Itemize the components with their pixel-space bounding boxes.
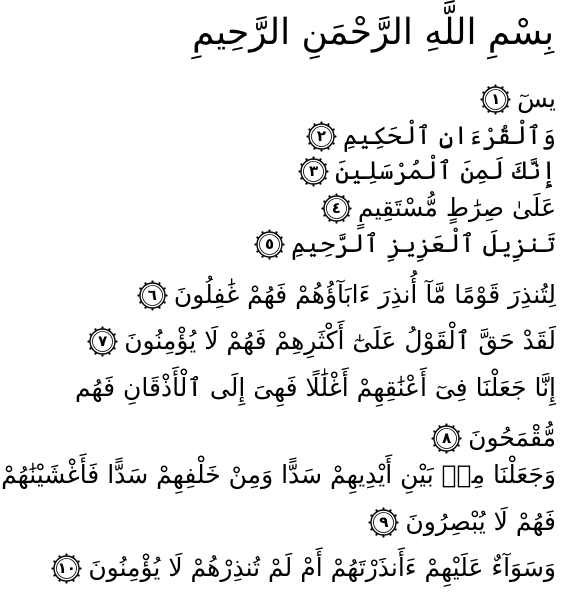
ornament-dot — [335, 193, 337, 195]
ornament-dot — [325, 177, 327, 179]
ornament-dot — [458, 444, 460, 446]
ornament-dot — [300, 163, 302, 165]
verse-line — [431, 419, 556, 457]
ornament-dot — [319, 182, 321, 184]
ornament-dot — [66, 581, 68, 583]
ornament-dot — [507, 91, 509, 93]
ornament-dot — [151, 280, 153, 282]
ornament-dot — [281, 250, 283, 252]
verse-number: ٢ — [316, 126, 327, 145]
ornament-dot — [308, 128, 310, 130]
verse-number-marker — [321, 193, 352, 224]
ornament-dot — [59, 579, 61, 581]
verse-number-marker — [254, 229, 285, 260]
ornament-dot — [312, 184, 314, 186]
verse-number-marker — [368, 507, 399, 538]
ornament-dot — [256, 236, 258, 238]
ornament-dot — [509, 98, 511, 100]
ornament-dot — [325, 163, 327, 165]
ornament-dot — [342, 219, 344, 221]
ornament-dot — [281, 236, 283, 238]
ornament-dot — [306, 135, 308, 137]
ornament-dot — [268, 229, 270, 231]
ornament-dot — [458, 430, 460, 432]
ornament-dot — [261, 231, 263, 233]
verse-number: ١٠ — [57, 558, 76, 577]
ornament-dot — [54, 574, 56, 576]
ornament-dot — [376, 533, 378, 535]
ornament-dot — [102, 354, 104, 356]
verse-text: وَسَوَآءٌ عَلَيْهِمْ ءَأَنذَرْتَهُمْ أَمْ لَمْ تُنذِرْهُمْ لَا يُؤْمِنُونَ — [88, 553, 556, 582]
ornament-dot — [482, 91, 484, 93]
verse-text: عَلَىٰ صِرَٰطٍ مُّسْتَقِيمٍ — [357, 193, 556, 222]
ornament-dot — [305, 182, 307, 184]
ornament-dot — [109, 328, 111, 330]
ornament-dot — [438, 449, 440, 451]
verse-text: مُّقْمَحُونَ — [468, 423, 556, 452]
verse-number-marker — [306, 121, 337, 152]
verse-line — [298, 152, 556, 190]
ornament-dot — [488, 86, 490, 88]
verse-line — [137, 276, 556, 314]
ornament-dot — [80, 567, 82, 569]
ornament-dot — [95, 328, 97, 330]
verse-number: ٦ — [147, 285, 157, 304]
verse-text: لِتُنذِرَ قَوْمًا مَّآ أُنذِرَ ءَابَآؤُهُمْ فَهُمْ غَٰفِلُونَ — [173, 280, 556, 309]
ornament-dot — [151, 308, 153, 310]
ornament-dot — [395, 528, 397, 530]
verse-number-marker — [137, 280, 168, 311]
verse-text: إِنَّكَ لَمِنَ ٱلْمُرْسَلِينَ — [335, 156, 556, 185]
ornament-dot — [334, 135, 336, 137]
ornament-dot — [431, 437, 433, 439]
ornament-dot — [327, 147, 329, 149]
ornament-dot — [308, 142, 310, 144]
verse-number: ١ — [491, 89, 501, 108]
verse-number-marker — [87, 326, 118, 357]
ornament-dot — [327, 123, 329, 125]
ornament-dot — [78, 560, 80, 562]
ornament-dot — [78, 574, 80, 576]
ornament-dot — [137, 294, 139, 296]
ornament-dot — [89, 347, 91, 349]
verse-text: يسٓ — [517, 84, 556, 113]
ornament-dot — [321, 207, 323, 209]
ornament-dot — [433, 430, 435, 432]
verse-text: تَنزِيلَ ٱلْعَزِيزِ ٱلرَّحِيمِ — [291, 229, 556, 258]
ornament-dot — [347, 200, 349, 202]
ornament-dot — [395, 514, 397, 516]
ornament-dot — [52, 567, 54, 569]
verse-number-marker — [480, 84, 511, 115]
ornament-dot — [383, 507, 385, 509]
ornament-dot — [349, 207, 351, 209]
ornament-dot — [300, 177, 302, 179]
ornament-dot — [319, 158, 321, 160]
verse-line — [306, 117, 556, 155]
ornament-dot — [383, 535, 385, 537]
verse-line — [51, 549, 556, 587]
ornament-dot — [459, 437, 461, 439]
ornament-dot — [438, 425, 440, 427]
verse-text: إِنَّا جَعَلْنَا فِىٓ أَعْنَٰقِهِمْ أَغْلَٰلًا فَهِىَ إِلَى ٱلْأَذْقَانِ فَهُم — [74, 373, 556, 402]
ornament-dot — [268, 257, 270, 259]
verse-number-marker — [298, 156, 329, 187]
ornament-dot — [305, 158, 307, 160]
ornament-dot — [371, 514, 373, 516]
ornament-dot — [66, 553, 68, 555]
ornament-dot — [282, 243, 284, 245]
verse-line — [1, 456, 556, 494]
ornament-dot — [165, 294, 167, 296]
ornament-dot — [433, 444, 435, 446]
ornament-dot — [59, 555, 61, 557]
ornament-dot — [369, 521, 371, 523]
verse-text: فَهُمْ لَا يُبْصِرُونَ — [405, 507, 556, 536]
ornament-dot — [326, 170, 328, 172]
ornament-dot — [495, 84, 497, 86]
verse-text: وَجَعَلْنَا مِنۢ بَيْنِ أَيْدِيهِمْ سَدًّا وَمِنْ خَلْفِهِمْ سَدًّا فَأَغْشَيْنَٰهُمْ — [1, 460, 556, 489]
verse-line — [75, 369, 556, 407]
verse-text: وَٱلْقُرْءَانِ ٱلْحَكِيمِ — [342, 121, 556, 150]
verse-number: ٨ — [442, 428, 452, 447]
ornament-dot — [390, 509, 392, 511]
ornament-dot — [261, 255, 263, 257]
ornament-dot — [320, 121, 322, 123]
ornament-dot — [89, 333, 91, 335]
ornament-dot — [88, 340, 90, 342]
ornament-dot — [323, 214, 325, 216]
ornament-dot — [481, 98, 483, 100]
ornament-dot — [445, 423, 447, 425]
verse-line — [321, 189, 556, 227]
ornament-dot — [158, 306, 160, 308]
ornament-dot — [95, 352, 97, 354]
ornament-dot — [507, 105, 509, 107]
verse-line — [368, 503, 556, 541]
ornament-dot — [163, 287, 165, 289]
ornament-dot — [335, 221, 337, 223]
ornament-dot — [144, 306, 146, 308]
ornament-dot — [495, 112, 497, 114]
ornament-dot — [332, 128, 334, 130]
ornament-dot — [275, 231, 277, 233]
ornament-dot — [139, 287, 141, 289]
basmala-heading: بِسْمِ اللَّهِ الرَّحْمَنِ الرَّحِيمِ — [192, 12, 554, 53]
verse-line — [87, 322, 556, 360]
verse-number-marker — [51, 553, 82, 584]
ornament-dot — [371, 528, 373, 530]
ornament-dot — [502, 110, 504, 112]
verse-number-marker — [431, 423, 462, 454]
ornament-dot — [54, 560, 56, 562]
ornament-dot — [313, 123, 315, 125]
ornament-dot — [323, 200, 325, 202]
ornament-dot — [144, 282, 146, 284]
ornament-dot — [73, 555, 75, 557]
ornament-dot — [256, 250, 258, 252]
ornament-dot — [452, 425, 454, 427]
ornament-dot — [114, 347, 116, 349]
ornament-dot — [313, 147, 315, 149]
ornament-dot — [502, 86, 504, 88]
ornament-dot — [376, 509, 378, 511]
ornament-dot — [452, 449, 454, 451]
ornament-dot — [102, 326, 104, 328]
ornament-dot — [158, 282, 160, 284]
ornament-dot — [114, 333, 116, 335]
verse-number: ٩ — [379, 512, 389, 531]
ornament-dot — [275, 255, 277, 257]
ornament-dot — [116, 340, 118, 342]
ornament-dot — [482, 105, 484, 107]
verse-number: ٧ — [98, 331, 108, 350]
verse-number: ٥ — [265, 234, 275, 253]
ornament-dot — [342, 195, 344, 197]
ornament-dot — [445, 451, 447, 453]
ornament-dot — [390, 533, 392, 535]
ornament-dot — [397, 521, 399, 523]
ornament-dot — [328, 219, 330, 221]
ornament-dot — [328, 195, 330, 197]
ornament-dot — [73, 579, 75, 581]
ornament-dot — [320, 149, 322, 151]
verse-number: ٣ — [308, 161, 319, 180]
ornament-dot — [312, 156, 314, 158]
verse-line — [480, 80, 556, 118]
ornament-dot — [254, 243, 256, 245]
ornament-dot — [163, 301, 165, 303]
ornament-dot — [109, 352, 111, 354]
ornament-dot — [488, 110, 490, 112]
verse-line — [254, 225, 556, 263]
verse-number: ٤ — [331, 198, 341, 217]
ornament-dot — [332, 142, 334, 144]
ornament-dot — [139, 301, 141, 303]
ornament-dot — [347, 214, 349, 216]
verse-text: لَقَدْ حَقَّ ٱلْقَوْلُ عَلَىٰٓ أَكْثَرِهِمْ فَهُمْ لَا يُؤْمِنُونَ — [124, 326, 556, 355]
ornament-dot — [298, 170, 300, 172]
